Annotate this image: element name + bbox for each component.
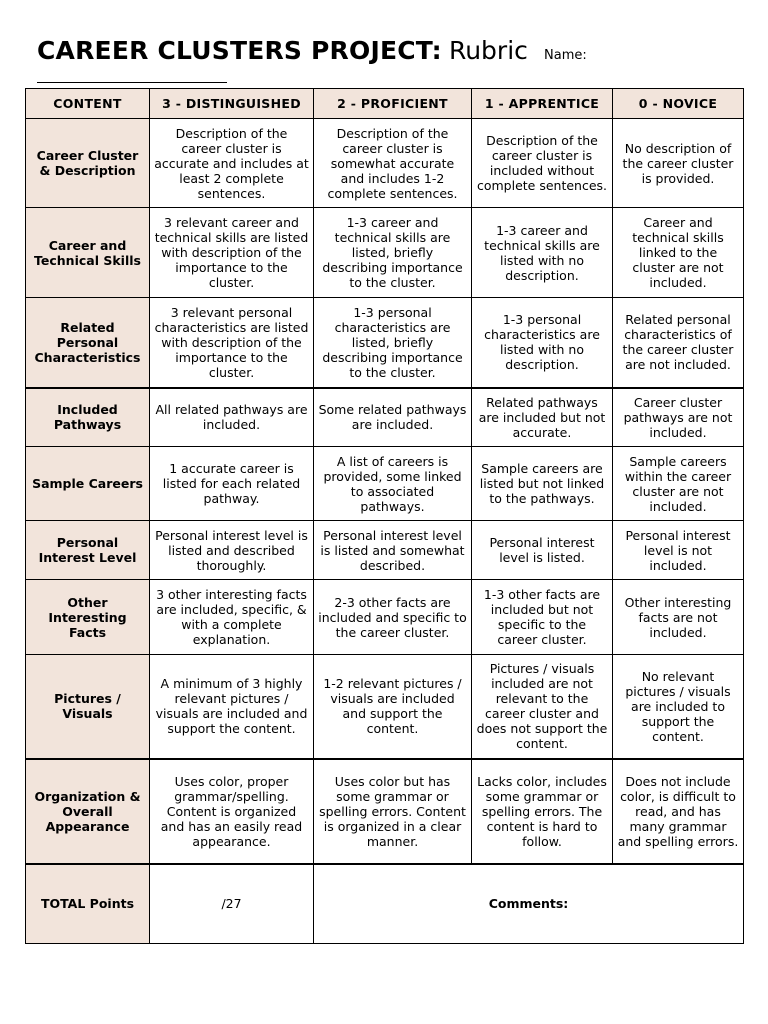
column-header-content: CONTENT	[26, 89, 150, 119]
name-label: Name:	[544, 48, 587, 63]
cell-distinguished: 3 other interesting facts are included, specific, & with a complete explanation.	[150, 580, 314, 655]
table-row	[26, 655, 744, 759]
table-row	[26, 580, 744, 655]
cell-proficient: Description of the career cluster is somewhat accurate and includes 1-2 complete sentences.	[314, 119, 472, 208]
table-row	[26, 208, 744, 298]
cell-apprentice: Related pathways are included but not accurate.	[472, 388, 613, 447]
criterion-label: Career and Technical Skills	[26, 208, 150, 298]
cell-distinguished: 3 relevant career and technical skills are listed with description of the importance to the cluster.	[150, 208, 314, 298]
cell-apprentice: 1-3 career and technical skills are listed with no description.	[472, 208, 613, 298]
comments-box	[314, 864, 744, 944]
rubric-table	[25, 88, 744, 944]
table-row	[26, 447, 744, 521]
cell-novice: Does not include color, is difficult to read, and has many grammar and spelling errors.	[613, 759, 744, 864]
column-header-proficient: 2 - PROFICIENT	[314, 89, 472, 119]
name-line	[37, 82, 227, 83]
cell-apprentice: Sample careers are listed but not linked to the pathways.	[472, 447, 613, 521]
column-header-apprentice: 1 - APPRENTICE	[472, 89, 613, 119]
criterion-label: Organization & Overall Appearance	[26, 759, 150, 864]
cell-apprentice: Personal interest level is listed.	[472, 521, 613, 580]
title-rubric-text: Rubric	[448, 36, 528, 65]
table-row	[26, 759, 744, 864]
cell-novice: No description of the career cluster is provided.	[613, 119, 744, 208]
cell-novice: Related personal characteristics of the career cluster are not included.	[613, 298, 744, 388]
cell-distinguished: 1 accurate career is listed for each related pathway.	[150, 447, 314, 521]
table-row	[26, 119, 744, 208]
title-bold-text: CAREER CLUSTERS PROJECT:	[37, 36, 442, 65]
criterion-label: Career Cluster & Description	[26, 119, 150, 208]
comments-label: Comments:	[488, 896, 569, 912]
cell-proficient: 1-2 relevant pictures / visuals are included and support the content.	[314, 655, 472, 759]
cell-apprentice: Description of the career cluster is included without complete sentences.	[472, 119, 613, 208]
cell-proficient: 1-3 career and technical skills are listed, briefly describing importance to the cluster.	[314, 208, 472, 298]
cell-novice: Career and technical skills linked to the cluster are not included.	[613, 208, 744, 298]
cell-proficient: 2-3 other facts are included and specific to the career cluster.	[314, 580, 472, 655]
cell-apprentice: Lacks color, includes some grammar or spelling errors. The content is hard to follow.	[472, 759, 613, 864]
cell-distinguished: 3 relevant personal characteristics are listed with description of the importance to the cluster.	[150, 298, 314, 388]
cell-apprentice: 1-3 personal characteristics are listed with no description.	[472, 298, 613, 388]
criterion-label: Other Interesting Facts	[26, 580, 150, 655]
cell-apprentice: 1-3 other facts are included but not specific to the career cluster.	[472, 580, 613, 655]
cell-novice: Sample careers within the career cluster are not included.	[613, 447, 744, 521]
cell-proficient: A list of careers is provided, some linked to associated pathways.	[314, 447, 472, 521]
cell-proficient: Personal interest level is listed and somewhat described.	[314, 521, 472, 580]
table-row	[26, 388, 744, 447]
header-row	[26, 89, 744, 119]
criterion-label: Related Personal Characteristics	[26, 298, 150, 388]
total-score: /27	[150, 864, 314, 944]
criterion-label: Included Pathways	[26, 388, 150, 447]
criterion-label: Sample Careers	[26, 447, 150, 521]
cell-novice: Career cluster pathways are not included.	[613, 388, 744, 447]
cell-distinguished: Description of the career cluster is accurate and includes at least 2 complete sentences.	[150, 119, 314, 208]
table-row	[26, 521, 744, 580]
total-row	[26, 864, 744, 944]
cell-apprentice: Pictures / visuals included are not relevant to the career cluster and does not support the content.	[472, 655, 613, 759]
cell-proficient: 1-3 personal characteristics are listed, briefly describing importance to the cluster.	[314, 298, 472, 388]
cell-novice: Other interesting facts are not included.	[613, 580, 744, 655]
total-label: TOTAL Points	[26, 864, 150, 944]
page-title	[37, 36, 587, 65]
cell-novice: No relevant pictures / visuals are included to support the content.	[613, 655, 744, 759]
column-header-novice: 0 - NOVICE	[613, 89, 744, 119]
cell-novice: Personal interest level is not included.	[613, 521, 744, 580]
criterion-label: Pictures / Visuals	[26, 655, 150, 759]
table-row	[26, 298, 744, 388]
cell-distinguished: Uses color, proper grammar/spelling. Content is organized and has an easily read appearance.	[150, 759, 314, 864]
column-header-distinguished: 3 - DISTINGUISHED	[150, 89, 314, 119]
cell-distinguished: All related pathways are included.	[150, 388, 314, 447]
cell-proficient: Some related pathways are included.	[314, 388, 472, 447]
cell-distinguished: A minimum of 3 highly relevant pictures / visuals are included and support the content.	[150, 655, 314, 759]
cell-distinguished: Personal interest level is listed and described thoroughly.	[150, 521, 314, 580]
criterion-label: Personal Interest Level	[26, 521, 150, 580]
cell-proficient: Uses color but has some grammar or spelling errors. Content is organized in a clear manner.	[314, 759, 472, 864]
